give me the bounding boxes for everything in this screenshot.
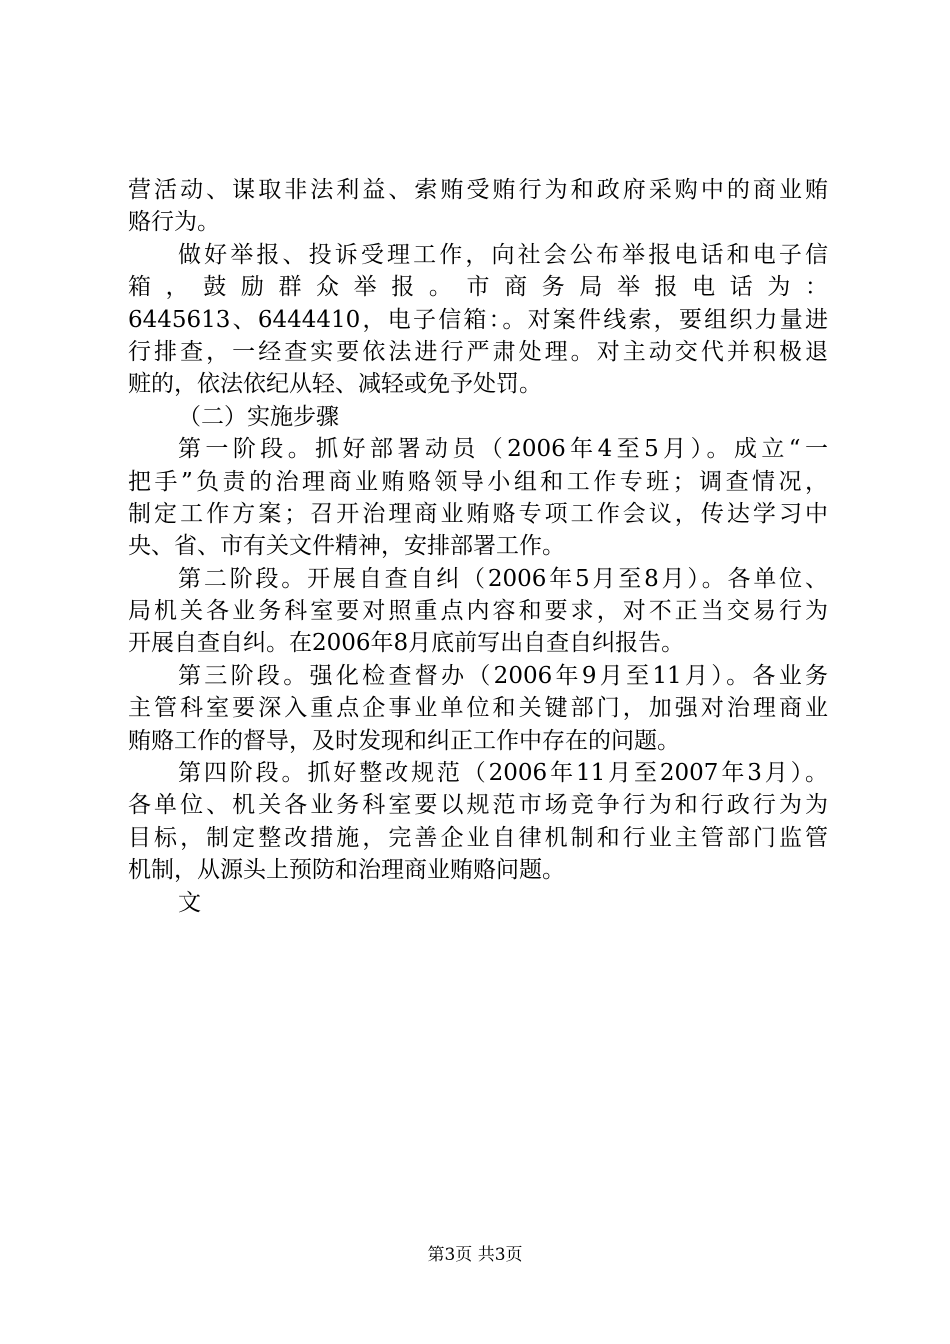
text-line: 把手”负责的治理商业贿赂领导小组和工作专班；调查情况，: [128, 468, 828, 495]
paragraph-start-line: 做好举报、投诉受理工作，向社会公布举报电话和电子信: [178, 241, 828, 268]
text-line: 目标，制定整改措施，完善企业自律机制和行业主管部门监管: [128, 824, 828, 851]
paragraph-start-line: 第一阶段。抓好部署动员（2006年4至5月）。成立“一: [178, 436, 828, 463]
text-line: 6445613、6444410，电子信箱：。对案件线索，要组织力量进: [128, 306, 828, 333]
text-line: 各单位、机关各业务科室要以规范市场竞争行为和行政行为为: [128, 792, 828, 819]
text-line: 行排查，一经查实要依法进行严肃处理。对主动交代并积极退: [128, 338, 828, 365]
text-line: 局机关各业务科室要对照重点内容和要求，对不正当交易行为: [128, 598, 828, 625]
section-heading: （二）实施步骤: [178, 403, 339, 430]
text-line: 赂行为。: [128, 209, 220, 236]
text-line: 主管科室要深入重点企事业单位和关键部门，加强对治理商业: [128, 695, 828, 722]
paragraph-start-line: 第四阶段。抓好整改规范（2006年11月至2007年3月）。: [178, 760, 828, 787]
text-line: 央、省、市有关文件精神，安排部署工作。: [128, 533, 565, 560]
page-footer: 第3页 共3页: [427, 1245, 523, 1265]
paragraph-start-line: 第二阶段。开展自查自纠（2006年5月至8月）。各单位、: [178, 565, 828, 592]
text-line: 箱，鼓励群众举报。市商务局举报电话为：: [128, 274, 828, 301]
text-line: 制定工作方案；召开治理商业贿赂专项工作会议，传达学习中: [128, 500, 828, 527]
text-line: 营活动、谋取非法利益、索贿受贿行为和政府采购中的商业贿: [128, 177, 828, 203]
text-line: 文: [178, 889, 201, 916]
text-line: 机制，从源头上预防和治理商业贿赂问题。: [128, 857, 565, 884]
document-body: [128, 174, 828, 919]
text-line: 贿赂工作的督导，及时发现和纠正工作中存在的问题。: [128, 727, 680, 754]
text-line: 赃的，依法依纪从轻、减轻或免予处罚。: [128, 371, 542, 398]
text-line: 开展自查自纠。在2006年8月底前写出自查自纠报告。: [128, 630, 685, 657]
paragraph-start-line: 第三阶段。强化检查督办（2006年9月至11月）。各业务: [178, 662, 828, 689]
